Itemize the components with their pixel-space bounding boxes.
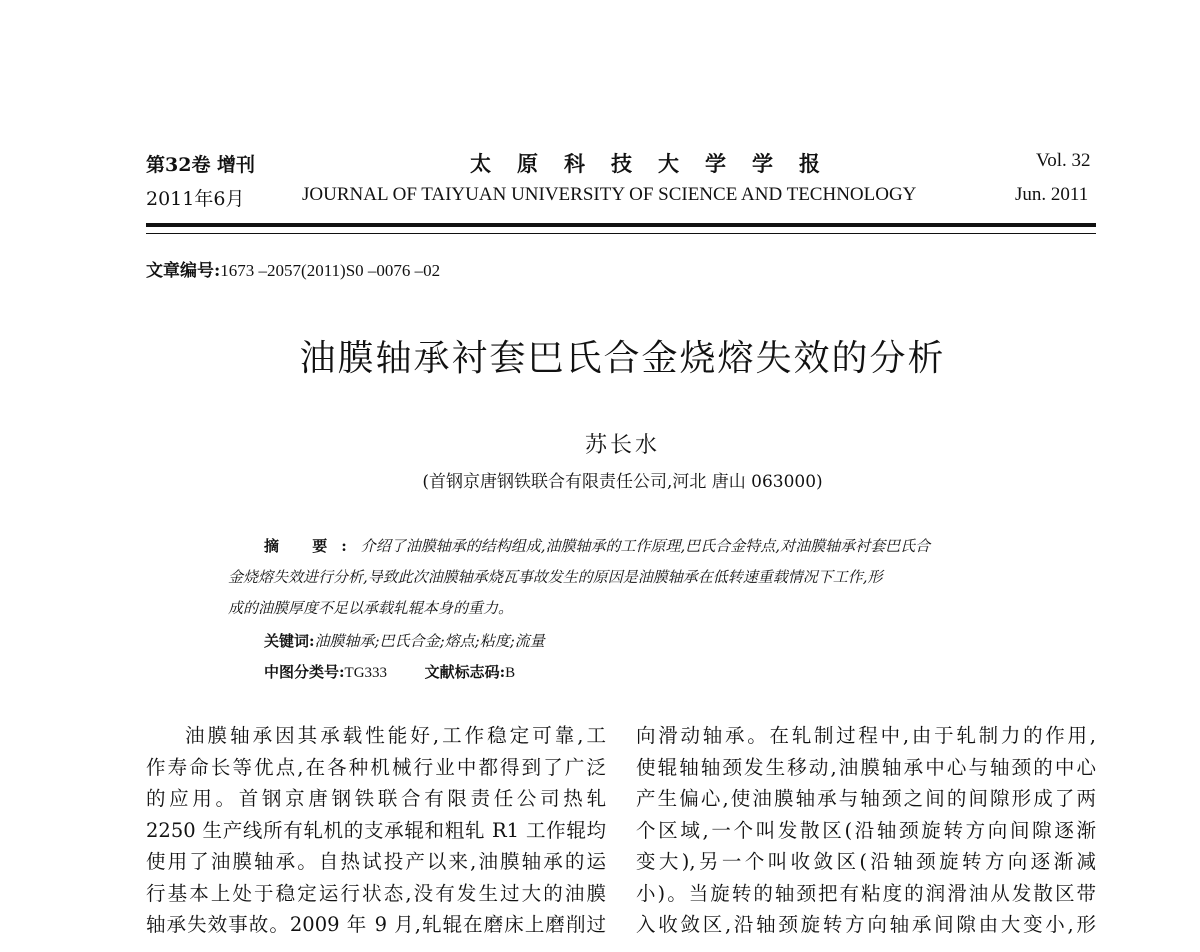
volume-label: 第32卷 增刊 [146, 154, 256, 176]
keywords [264, 630, 545, 651]
body-left-line-7: 轴承失效事故。2009 年 9 月,轧辊在磨床上磨削过 [146, 913, 606, 936]
body-column-left [146, 720, 606, 941]
body-right-line-3: 产生偏心,使油膜轴承与轴颈之间的间隙形成了两 [636, 787, 1096, 810]
article-number-label: 文章编号: [146, 261, 221, 281]
doc-code-label: 文献标志码: [424, 663, 506, 681]
body-right-line-5: 变大),另一个叫收敛区(沿轴颈旋转方向逐渐减 [636, 850, 1096, 873]
body-right-line-6: 小)。当旋转的轴颈把有粘度的润滑油从发散区带 [636, 881, 1096, 905]
keywords-value: 油膜轴承;巴氏合金;熔点;粘度;流量 [314, 632, 545, 650]
body-left-line-5: 使用了油膜轴承。自热试投产以来,油膜轴承的运 [146, 850, 606, 873]
doc-code-value: B [505, 665, 516, 681]
author: 苏长水 [584, 433, 660, 458]
body-right-line-7: 入收敛区,沿轴颈旋转方向轴承间隙由大变小,形 [636, 913, 1096, 936]
abstract-label: 摘 要: [264, 537, 361, 555]
journal-title-en: JOURNAL OF TAIYUAN UNIVERSITY OF SCIENCE AND TECHNOLOGY [302, 184, 917, 205]
article-number-value: 1673 –2057(2011)S0 –0076 –02 [220, 261, 441, 280]
header-rule-thin [146, 233, 1096, 234]
body-left-line-2: 作寿命长等优点,在各种机械行业中都得到了广泛 [146, 755, 606, 779]
abstract-line-2: 金烧熔失效进行分析,导致此次油膜轴承烧瓦事故发生的原因是油膜轴承在低转速重载情况下工作,形 [228, 568, 883, 586]
body-left-line-6: 行基本上处于稳定运行状态,没有发生过大的油膜 [146, 881, 606, 905]
issue-date: 2011年6月 [146, 188, 245, 210]
volume-en: Vol. 32 [1036, 150, 1091, 171]
classification [264, 661, 515, 682]
body-column-right [636, 720, 1096, 941]
keywords-label: 关键词: [264, 632, 315, 650]
abstract-line-1: 介绍了油膜轴承的结构组成,油膜轴承的工作原理,巴氏合金特点,对油膜轴承衬套巴氏合 [360, 537, 931, 555]
clc-label: 中图分类号: [264, 663, 345, 681]
header-rule-thick [146, 223, 1096, 227]
body-right-line-4: 个区域,一个叫发散区(沿轴颈旋转方向间隙逐渐 [636, 818, 1096, 842]
body-left-line-1: 油膜轴承因其承载性能好,工作稳定可靠,工 [185, 724, 606, 747]
abstract-line-3: 成的油膜厚度不足以承载轧辊本身的重力。 [228, 599, 514, 617]
body-left-line-3: 的应用。首钢京唐钢铁联合有限责任公司热轧 [146, 787, 606, 810]
body-right-line-1: 向滑动轴承。在轧制过程中,由于轧制力的作用, [636, 724, 1096, 747]
journal-title-cn: 太原科技大学学报 [470, 151, 846, 176]
date-en: Jun. 2011 [1015, 184, 1089, 205]
body-right-line-2: 使辊轴轴颈发生移动,油膜轴承中心与轴颈的中心 [636, 755, 1096, 779]
affiliation: (首钢京唐钢铁联合有限责任公司,河北 唐山 063000) [422, 472, 823, 492]
abstract [228, 531, 1022, 624]
article-number [146, 256, 440, 281]
body-left-line-4: 2250 生产线所有轧机的支承辊和粗轧 R1 工作辊均 [146, 818, 606, 842]
clc-value: TG333 [344, 665, 388, 681]
page-title: 油膜轴承衬套巴氏合金烧熔失效的分析 [299, 338, 946, 379]
